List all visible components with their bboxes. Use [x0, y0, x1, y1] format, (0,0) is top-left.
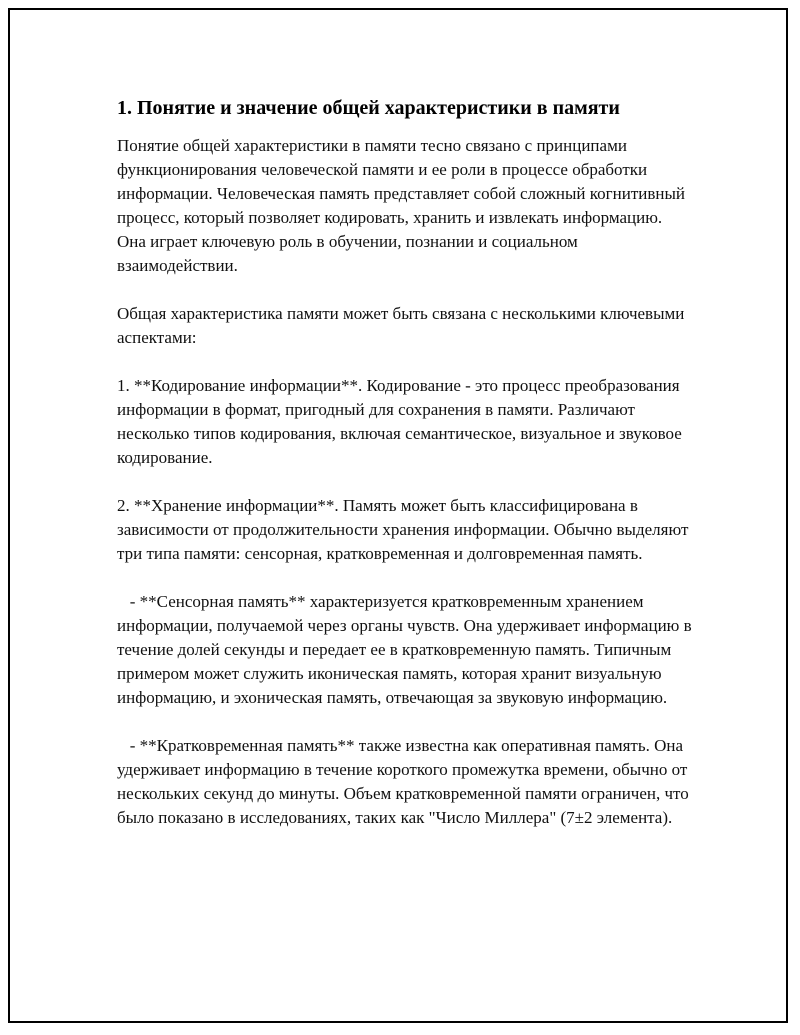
paragraph-encoding: 1. **Кодирование информации**. Кодирование - это процесс преобразования информации в формат, пригодный для сохранения в памяти. Различают несколько типов кодирования, включая семантическое, визуальное и звуковое кодирование.	[117, 376, 687, 467]
section-heading: 1. Понятие и значение общей характеристики в памяти	[117, 97, 620, 119]
paragraph-short-term-memory: - **Кратковременная память** также известна как оперативная память. Она удерживает информацию в течение короткого промежутка времени, обычно от нескольких секунд до минуты. Объем кратковременной памяти ограничен, что было показано в исследованиях, таких как "Число Миллера" (7±2 элемента).	[117, 736, 694, 827]
paragraph-intro: Понятие общей характеристики в памяти тесно связано с принципами функционирования человеческой памяти и ее роли в процессе обработки информации. Человеческая память представляет собой сложный когнитивный процесс, который позволяет кодировать, хранить и извлекать информацию. Она играет ключевую роль в обучении, познании и социальном взаимодействии.	[117, 136, 690, 275]
paragraph-storage: 2. **Хранение информации**. Память может быть классифицирована в зависимости от продолжительности хранения информации. Обычно выделяют три типа памяти: сенсорная, кратковременная и долговременная память.	[117, 496, 693, 563]
document-body	[117, 96, 696, 830]
paragraph-aspects-lead: Общая характеристика памяти может быть связана с несколькими ключевыми аспектами:	[117, 304, 689, 347]
paragraph-sensory-memory: - **Сенсорная память** характеризуется кратковременным хранением информации, получаемой через органы чувств. Она удерживает информацию в течение долей секунды и передает ее в кратковременную память. Типичным примером может служить иконическая память, которая хранит визуальную информацию, и эхоническая память, отвечающая за звуковую информацию.	[117, 592, 696, 707]
